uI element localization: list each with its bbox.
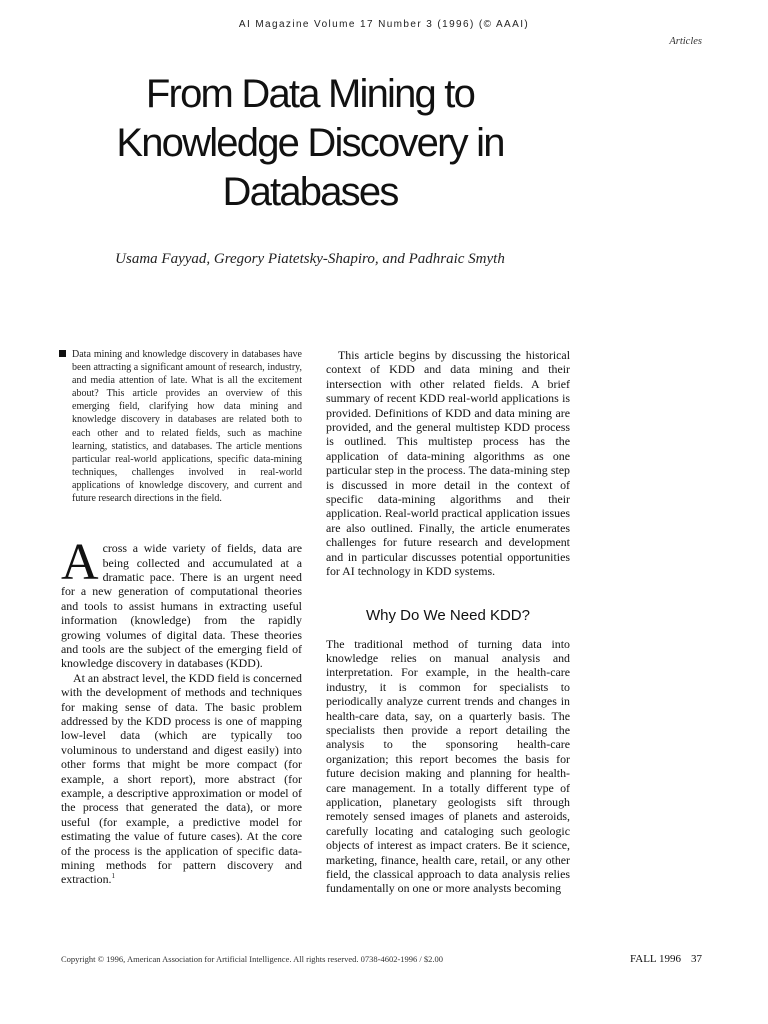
right-column [326, 348, 570, 896]
section-label: Articles [669, 36, 702, 47]
journal-header: AI Magazine Volume 17 Number 3 (1996) (© AAAI) [238, 19, 530, 30]
left-body [61, 534, 302, 887]
drop-cap: A [61, 534, 99, 592]
abstract-text: Data mining and knowledge discovery in databases have been attracting a significant amount of research, industry, and media attention of late. What is all the excitement about? This article provides an overview of this emerging field, clarifying how data mining and knowledge discovery in databases are related both to each other and to related fields, such as machine learning, statistics, and databases. The article mentions particular real-world applications, specific data-mining techniques, challenges involved in real-world applications of knowledge discovery, and current and future research directions in the field. [72, 349, 302, 505]
author-list: Usama Fayyad, Gregory Piatetsky-Shapiro, and Padhraic Smyth [115, 251, 505, 267]
copyright-notice: Copyright © 1996, American Association for Artificial Intelligence. All rights reserved. 0738-4602-1996 / $2.00 [61, 954, 444, 964]
body-paragraph-text: At an abstract level, the KDD field is concerned with the development of methods and techniques for making sense of data. The basic problem addressed by the KDD process is one of mapping low-level data (which are typically too voluminous to understand and digest easily) into other forms that might be more compact (for example, a short report), more abstract (for example, a descriptive approximation or model of the process that generated the data), or more useful (for example, a predictive model for estimating the value of future cases). At the core of the process is the application of specific data-mining methods for pattern discovery and extraction. [61, 670, 302, 887]
article-title: From Data Mining to Knowledge Discovery in Databases [116, 72, 504, 214]
page-number: 37 [691, 953, 702, 965]
body-paragraph [61, 671, 302, 887]
page-footer [630, 953, 702, 965]
left-column [61, 348, 302, 887]
kdd-need-paragraph: The traditional method of turning data into knowledge relies on manual analysis and interpretation. For example, in the health-care industry, it is common for specialists to periodically analyze current trends and changes in health-care data, say, on a quarterly basis. The specialists then provide a report detailing the analysis to the sponsoring health-care organization; this report becomes the basis for future decision making and planning for health-care management. In a totally different type of application, planetary geologists sift through remotely sensed images of planets and asteroids, carefully locating and cataloging such geologic objects of interest as impact craters. Be it science, marketing, finance, health care, retail, or any other field, the classical approach to data analysis relies fundamentally on one or more analysts becoming [326, 636, 570, 896]
abstract [61, 348, 302, 505]
square-bullet-icon [59, 350, 66, 357]
footnote-marker[interactable]: 1 [111, 872, 116, 881]
section-heading: Why Do We Need KDD? [366, 606, 530, 624]
overview-paragraph: This article begins by discussing the historical context of KDD and data mining and their intersection with other related fields. A brief summary of recent KDD real-world applications is provided. Definitions of KDD and data mining are provided, and the general multistep KDD process is outlined. This multistep process has the application of data-mining algorithms as one particular step in the process. The data-mining step is discussed in more detail in the context of specific data-mining algorithms and their application. Real-world practical application issues are also outlined. Finally, the article enumerates challenges for future research and development and in particular discusses potential opportunities for AI technology in KDD systems. [326, 348, 570, 579]
intro-paragraph-text: cross a wide variety of fields, data are being collected and accumulated at a dramatic pace. There is an urgent need for a new generation of computational theories and tools to assist humans in extracting useful information (knowledge) from the rapidly growing volumes of digital data. These theories and tools are the subject of the emerging field of knowledge discovery in databases (KDD). [61, 541, 302, 671]
intro-paragraph [61, 534, 302, 671]
issue-label: FALL 1996 [629, 953, 681, 965]
